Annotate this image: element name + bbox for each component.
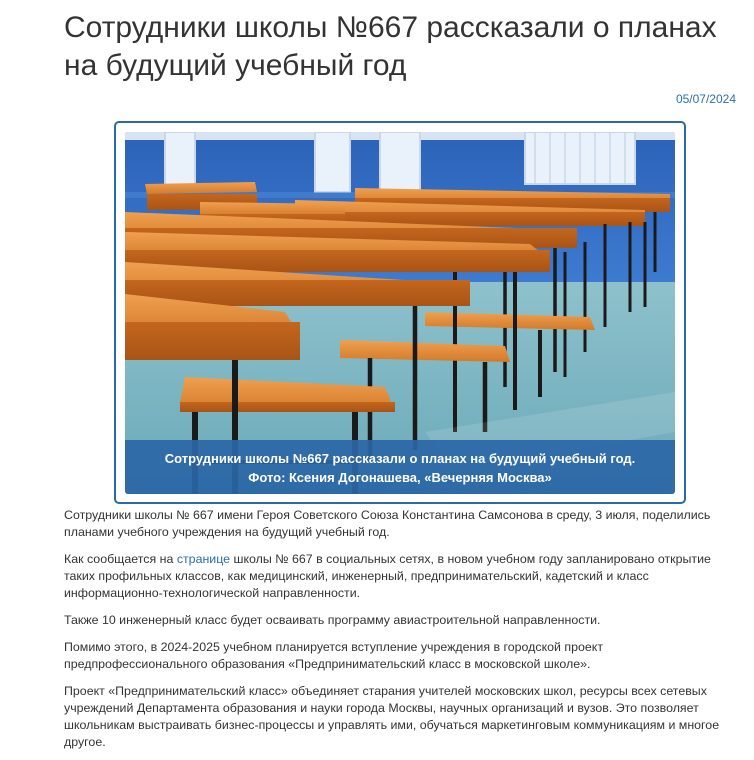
article-paragraph: Также 10 инженерный класс будет осваивать программу авиастроительной направленности.	[64, 613, 601, 627]
article-date: 05/07/2024	[675, 92, 736, 106]
article-body	[64, 507, 744, 760]
article-paragraph: Проект «Предпринимательский класс» объединяет старания учителей московских школ, ресурсы всех сетевых учреждений Департамента образования и науки города Москвы, научных организаций и вузов. Это позволяет школьникам выстраивать бизнес-процессы и управлять ими, обучаться маркетинговым коммуникациям и многое другое.	[64, 684, 720, 749]
photo-caption: Сотрудники школы №667 рассказали о планах на будущий учебный год. Фото: Ксения Догонашева, «Вечерняя Москва»	[125, 440, 675, 494]
article-paragraph: Сотрудники школы № 667 имени Героя Советского Союза Константина Самсонова в среду, 3 июля, поделились планами учебного учреждения на будущий учебный год.	[64, 508, 711, 539]
paragraph-text: Как сообщается на	[64, 552, 177, 566]
article-paragraph	[64, 551, 744, 602]
paragraph-text: школы № 667 в социальных сетях, в новом учебном году запланировано открытие таких профильных классов, как медицинский, инженерный, предпринимательский, кадетский и класс информационно-технологической направленности.	[64, 552, 711, 600]
article-title: Сотрудники школы №667 рассказали о планах на будущий учебный год	[64, 11, 717, 82]
source-page-link[interactable]: странице	[176, 552, 231, 566]
article-photo-frame	[114, 121, 686, 504]
article-paragraph: Помимо этого, в 2024-2025 учебном планируется вступление учреждения в городской проект предпрофессионального образования «Предпринимательский класс в московской школе».	[64, 640, 603, 671]
classroom-photo[interactable]	[125, 132, 675, 494]
